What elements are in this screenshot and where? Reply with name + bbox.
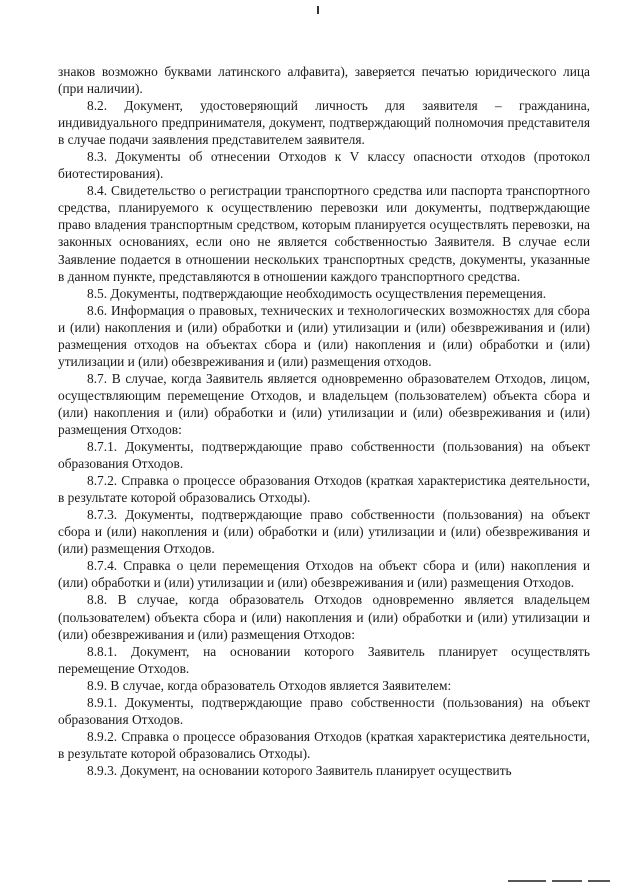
paragraph-8-9: 8.9. В случае, когда образователь Отходов является Заявителем:	[87, 677, 452, 693]
paragraph-8-7-3: 8.7.3. Документы, подтверждающие право собственности (пользования) на объект сбора и (или) накопления и (или) обработки и (или) утилизации и (или) обезвреживания и (или) размещения Отходов.	[58, 507, 590, 557]
paragraph-8-8-1: 8.8.1. Документ, на основании которого Заявитель планирует осуществлять перемещение Отходов.	[58, 643, 590, 676]
paragraph-8-2: 8.2. Документ, удостоверяющий личность для заявителя – гражданина, индивидуального предпринимателя, документ, подтверждающий полномочия представителя в случае подачи заявления представителем заявителя.	[58, 98, 590, 148]
paragraph-8-9-3: 8.9.3. Документ, на основании которого Заявитель планирует осуществить	[87, 762, 512, 778]
scan-artifact-marks	[508, 880, 628, 884]
paragraph-8-6: 8.6. Информация о правовых, технических и технологических возможностях для сбора и (или) накопления и (или) обработки и (или) утилизации и (или) обезвреживания и (или) размещения отходов на объектах сбора и (или) накопления и (или) обработки и (или) утилизации и (или) обезвреживания и (или) размещения отходов.	[58, 302, 590, 369]
paragraph-8-9-1: 8.9.1. Документы, подтверждающие право собственности (пользования) на объект образования Отходов.	[58, 694, 590, 727]
paragraph-8-9-2: 8.9.2. Справка о процессе образования Отходов (краткая характеристика деятельности, в результате которой образовались Отходы).	[58, 728, 590, 761]
paragraph-8-7-1: 8.7.1. Документы, подтверждающие право собственности (пользования) на объект образования Отходов.	[58, 439, 590, 472]
paragraph-8-7: 8.7. В случае, когда Заявитель является одновременно образователем Отходов, лицом, осуществляющим перемещение Отходов, и владельцем (пользователем) объекта сбора и (или) накопления и (или) обработки и (или) утилизации и (или) обезвреживания и (или) размещения Отходов:	[58, 370, 590, 437]
document-body	[58, 63, 590, 779]
paragraph-8-8: 8.8. В случае, когда образователь Отходов одновременно является владельцем (пользователем) объекта сбора и (или) накопления и (или) обработки и (или) утилизации и (или) обезвреживания и (или) размещения Отходов:	[58, 592, 590, 642]
paragraph-8-7-2: 8.7.2. Справка о процессе образования Отходов (краткая характеристика деятельности, в результате которой образовались Отходы).	[58, 473, 590, 506]
top-mark	[317, 6, 319, 14]
paragraph-8-4: 8.4. Свидетельство о регистрации транспортного средства или паспорта транспортного средства, планируемого к осуществлению перевозки или документы, подтверждающие право владения транспортным средством, которым планируется осуществлять перевозки, на законных основаниях, если оно не является собственностью Заявителя. В случае если Заявление подается в отношении нескольких транспортных средств, документы, указанные в данном пункте, представляются в отношении каждого транспортного средства.	[58, 183, 590, 284]
paragraph-8-5: 8.5. Документы, подтверждающие необходимость осуществления перемещения.	[87, 285, 547, 301]
paragraph-8-3: 8.3. Документы об отнесении Отходов к V классу опасности отходов (протокол биотестирования).	[58, 149, 590, 182]
paragraph-continuation: знаков возможно буквами латинского алфавита), заверяется печатью юридического лица (при наличии).	[58, 64, 590, 97]
paragraph-8-7-4: 8.7.4. Справка о цели перемещения Отходов на объект сбора и (или) накопления и (или) обработки и (или) утилизации и (или) обезвреживания и (или) размещения Отходов.	[58, 558, 590, 591]
